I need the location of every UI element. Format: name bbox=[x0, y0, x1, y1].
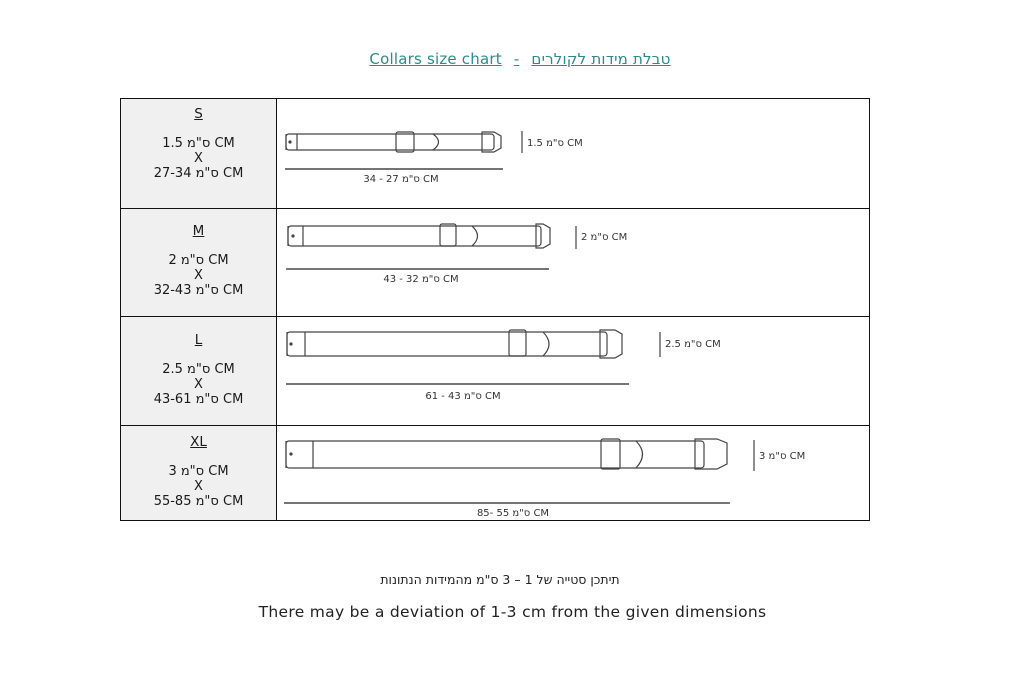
times-symbol: X bbox=[194, 479, 203, 494]
width-label: ס"מ 2.5 CM bbox=[665, 339, 721, 350]
times-symbol: X bbox=[194, 268, 203, 283]
size-row-m bbox=[121, 209, 870, 317]
width-text: ס"מ 2.5 CM bbox=[162, 362, 235, 377]
times-symbol: X bbox=[194, 151, 203, 166]
length-label: ס"מ 55 -85 CM bbox=[476, 508, 550, 519]
size-row-xl bbox=[121, 426, 870, 521]
collar-illustration-cell bbox=[277, 99, 870, 209]
width-text: ס"מ 3 CM bbox=[168, 464, 229, 479]
collar-illustration-cell bbox=[277, 209, 870, 317]
size-name: M bbox=[192, 223, 205, 239]
width-label: ס"מ 1.5 CM bbox=[527, 138, 583, 149]
size-info-cell bbox=[121, 99, 277, 209]
length-text: ס"מ 55-85 CM bbox=[153, 494, 244, 509]
size-row-s bbox=[121, 99, 870, 209]
width-label: ס"מ 3 CM bbox=[759, 451, 806, 462]
chart-title[interactable] bbox=[0, 50, 1022, 68]
collar-illustration-cell bbox=[277, 317, 870, 426]
collar-illustration-cell bbox=[277, 426, 870, 521]
title-english[interactable]: Collars size chart bbox=[369, 50, 502, 68]
length-text: ס"מ 43-61 CM bbox=[153, 392, 244, 407]
deviation-note-hebrew: תיתכן סטייה של 1 – 3 ס"מ מהמידות הנתונות bbox=[380, 572, 620, 587]
size-name: L bbox=[194, 332, 203, 348]
collar-xl-illustration bbox=[277, 426, 871, 521]
title-hebrew[interactable]: טבלת מידות לקולרים bbox=[531, 50, 671, 68]
size-info-cell bbox=[121, 317, 277, 426]
deviation-note-english: There may be a deviation of 1-3 cm from the given dimensions bbox=[258, 603, 767, 621]
size-name: S bbox=[194, 106, 203, 122]
length-label: ס"מ 27 - 34 CM bbox=[363, 174, 439, 185]
times-symbol: X bbox=[194, 377, 203, 392]
collar-l-illustration bbox=[277, 317, 871, 426]
collar-m-illustration bbox=[277, 209, 871, 317]
size-info-cell bbox=[121, 209, 277, 317]
length-text: ס"מ 32-43 CM bbox=[153, 283, 244, 298]
length-label: ס"מ 32 - 43 CM bbox=[383, 274, 459, 285]
width-text: ס"מ 1.5 CM bbox=[162, 136, 235, 151]
size-row-l bbox=[121, 317, 870, 426]
width-text: ס"מ 2 CM bbox=[168, 253, 229, 268]
length-label: ס"מ 43 - 61 CM bbox=[425, 391, 501, 402]
title-separator: - bbox=[513, 50, 520, 68]
width-label: ס"מ 2 CM bbox=[581, 232, 628, 243]
length-text: ס"מ 27-34 CM bbox=[153, 166, 244, 181]
size-name: XL bbox=[190, 434, 207, 450]
size-info-cell bbox=[121, 426, 277, 521]
collar-s-illustration bbox=[277, 99, 871, 209]
size-table bbox=[120, 98, 870, 521]
